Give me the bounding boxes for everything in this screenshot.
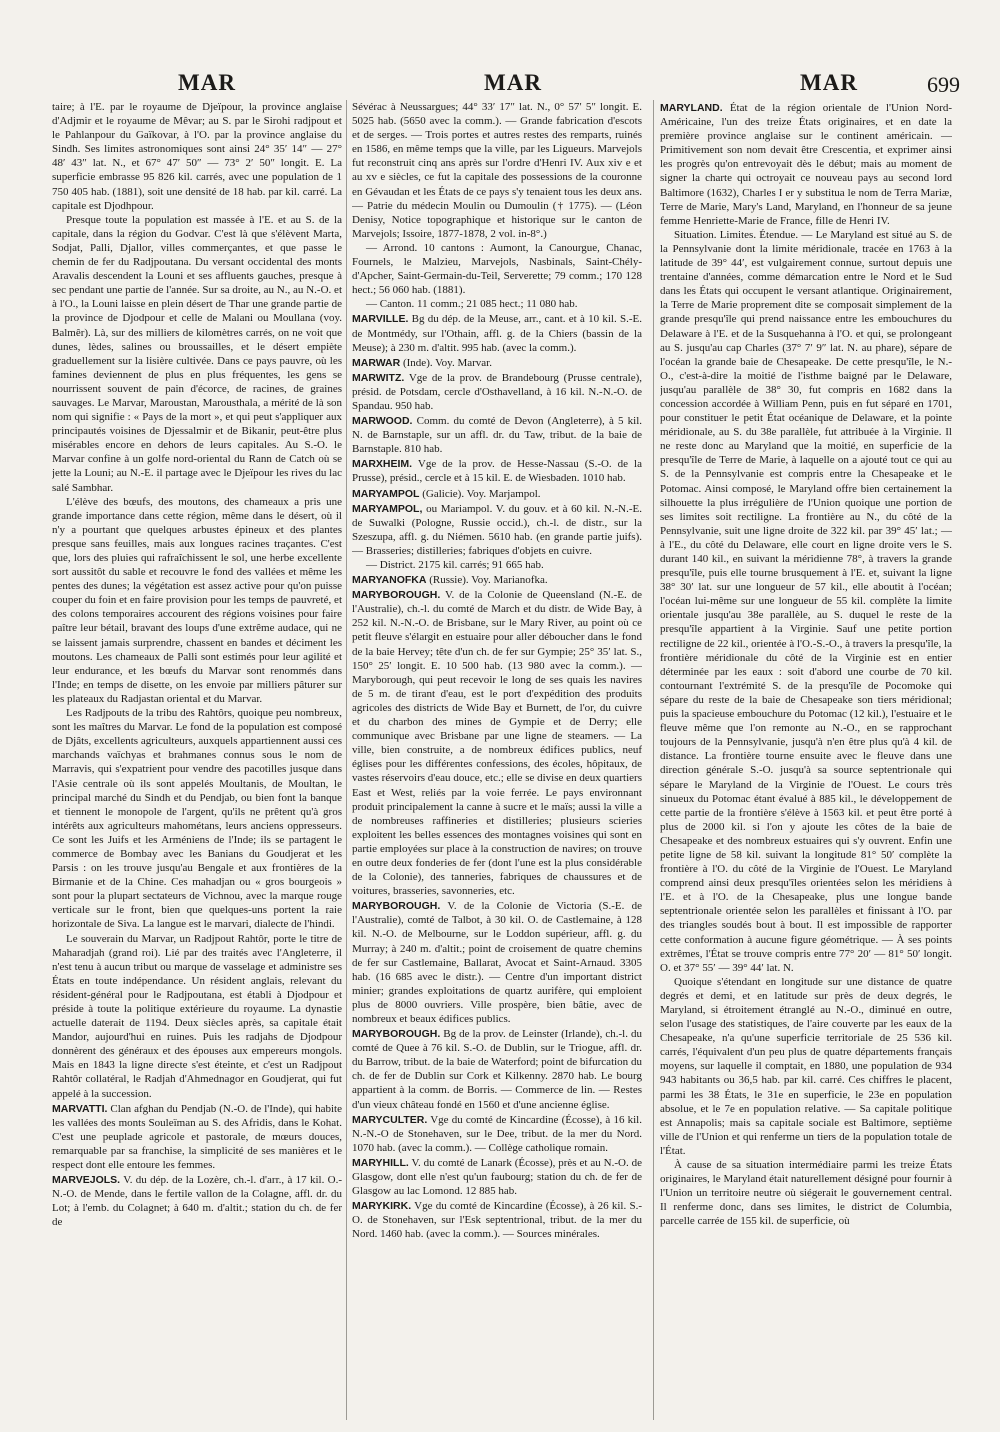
paragraph: Les Radjpouts de la tribu des Rahtôrs, quoique peu nombreux, sont les maîtres du Marvar. Le fond de la population est composé de Djâts, excellents agriculteurs, auxquels appartiennent aussi ces marchands vaïchyas et brahmanes connus sous le nom de Marravis, qui s'expatrient pour vendre des pacotilles jusque dans l'Asie centrale où ils sont appelés Moultanis, de Moultan, le principal marché du Sindh et du Pendjab, ou bien font la banque et tiennent le monopole de l'argent, qu'ils ne prêtent qu'à gros intérêts aux agriculteurs mahométans, leurs anciens oppresseurs. Ce sont les Juifs et les Arméniens de l'Inde; ils se partagent le commerce de Bombay avec les Banians du Goudjerat et les Parsis : on les trouve jusqu'au Bengale et aux frontières de la Birmanie et de la Chine. Ces mahadjan ou « gros bourgeois » sont pour la plupart sectateurs de Vichnou, avec la marque rouge verticale sur le front, bien que quelques-uns portent la raie horizontale de Siva. La langue est le marvari, dialecte de l'hindi. xyxy=(52,707,342,931)
continued-paragraph: taire; à l'E. par le royaume de Djeïpour, la province anglaise d'Adjmir et le royaume de Mêvar; au S. par le Sirohi radjpout et le Pahlanpour du Gaïkovar, à l'O. par la province anglaise du Sindh. Ses limites astronomiques sont ainsi 24° 35′ 14″ — 27° 48′ 43″ lat. N., et 67° 47′ 50″ — 73° 2′ 50″ longit. E. La superficie embrasse 95 826 kil. carrés, avec une population de 1 750 405 hab. (1881), soit une densité de 18 hab. par kil. carré. La capitale est Djodhpour. xyxy=(52,101,342,212)
entry-text: État de la région orientale de l'Union Nord-Américaine, l'un des treize États originaires, et en date la première province anglaise sur le continent américain. — Primitivement son nom devait être Crescentia, et exprimer ainsi les progrès qu'on entrevoyait dès le début; mais au moment de signer la charte qui octroyait ce nouveau pays au second lord Baltimore (1632), Charles I er y substitua le nom de Terra Mariæ, Terre de Marie, Mary's Land, Maryland, en l'honneur de sa jeune femme Henriette-Marie de France, fille de Henri IV. xyxy=(660,102,952,227)
entry-headword: MARWITZ. xyxy=(352,371,405,384)
entry-text: (Inde). Voy. Marvar. xyxy=(402,356,492,369)
dictionary-entry xyxy=(352,1156,642,1198)
column-divider xyxy=(653,100,654,1420)
dictionary-entry xyxy=(352,1027,642,1112)
dictionary-entry xyxy=(352,899,642,1026)
page-number: 699 xyxy=(927,72,960,97)
header-word-right: MAR xyxy=(800,70,858,95)
text-column-2 xyxy=(352,100,642,1420)
text-column-1 xyxy=(52,100,342,1420)
entry-text: V. du dép. de la Lozère, ch.-l. d'arr., à 17 kil. O.-N.-O. de Mende, dans le fertile vallon de la Colagne, affl. dr. du Lot; à l'emb. du Colagnet; à 640 m. d'altit.; station du ch. de fer de xyxy=(52,1174,342,1229)
header-word-left: MAR xyxy=(178,70,236,95)
entry-text: Vge de la prov. de Brandebourg (Prusse centrale), présid. de Potsdam, cercle d'Osthavelland, à 16 kil. N.-N.-O. de Spandau. 950 hab. xyxy=(352,371,642,412)
entry-text: (Russie). Voy. Marianofka. xyxy=(429,574,548,587)
entry-headword: MARYBOROUGH. xyxy=(352,900,441,913)
dictionary-entry xyxy=(352,573,642,587)
paragraph: L'élève des bœufs, des moutons, des chameaux a pris une grande importance dans cette région, même dans le désert, où il n'y a pourtant que quelques arbustes épineux et des plantes presque sans feuilles, mais aux longues racines traçantes. C'est que, lors des pluies qui rafraîchissent le sol, une herbe excellente sort aussitôt du sable et recouvre le fond des vallées et même les pentes des dunes; la végétation est assez active pour qu'on puisse couper du foin et en faire provision pour les temps de pauvreté, et des colons temporaires accourent des régions voisines pour faire paître leur bétail, bravant des loups d'une extrême audace, qui ne se laissent jamais surprendre, chassent en bandes et déciment les moutons. Les chameaux de Palli sont estimés pour leur agilité et leur endurance, et les bœufs du Marvar sont renommés dans l'Inde; en temps de disette, on les envoie par milliers pâturer sur les plateaux du Radjastan oriental et du Marvar. xyxy=(52,495,342,705)
entry-headword: MARVEJOLS. xyxy=(52,1174,121,1187)
column-divider xyxy=(346,100,347,1420)
entry-text: (Galicie). Voy. Marjampol. xyxy=(422,487,541,500)
entry-text: Comm. du comté de Devon (Angleterre), à 5 kil. N. de Barnstaple, sur un affl. dr. du Taw, tribut. de la baie de Barnstaple. 810 hab. xyxy=(352,415,642,456)
entry-text: Vge du comté de Kincardine (Écosse), à 26 kil. S.-O. de Stonehaven, sur l'Esk septentrional, tribut. de la mer du Nord. 1460 hab. (avec la comm.). — Sources minérales. xyxy=(352,1200,642,1241)
entry-text: V. de la Colonie de Queensland (N.-E. de l'Australie), ch.-l. du comté de March et du distr. de Wide Bay, à 252 kil. N.-N.-O. de Brisbane, sur le Mary River, au point où ce petit fleuve s'élargit en estuaire pour aller déboucher dans le fond de la baie Hervey; tête d'un ch. de fer sur Gympie; 25° 35′ lat. S., 150° 25′ longit. E. 10 500 hab. (13 980 avec la comm.). — Maryborough, qui peut recevoir le long de ses quais les navires de 5 m. de tirant d'eau, est le port d'expédition des produits agricoles des districts de Wide Bay et Burnett, de l'or, du cuivre et du charbon des mines de Gympie et de Derry; elle communique avec Brisbane par une ligne de steamers. — La ville, bien construite, a de nombreux édifices publics, neuf églises pour les différentes confessions, des écoles, hôpitaux, de vastes réservoirs d'eau douce, etc.; elle se divise en deux quartiers East et West, reliés par la voie ferrée. Le pays environnant produit principalement la canne à sucre et le maïs; aussi la ville a de nombreuses raffineries et distilleries; plusieurs scieries exploitent les belles essences des montagnes voisines qui sont en partie employées sur place à la construction de navires; on trouve en outre deux fonderies de fer (dont l'une est la plus considérable de la Colonie), des tanneries, fabriques de chaussures et de voitures, brasseries, savonneries, etc. xyxy=(352,589,642,898)
entry-text: V. de la Colonie de Victoria (S.-E. de l'Australie), comté de Talbot, à 30 kil. O. de Castlemaine, à 128 kil. N.-O. de Melbourne, sur le Loddon supérieur, affl. g. du Murray; à 240 m. d'altit.; point de croisement de quatre chemins de fer sur Castlemaine, Ballarat, Avocat et Saint-Arnaud. 3305 hab. (16 685 avec le distr.). — Centre d'un important district minier; grandes exploitations de quartz aurifère, qui emploient plus de 8000 ouvriers. Ville prospère, bien bâtie, avec de nombreux et beaux édifices publics. xyxy=(352,900,642,1025)
entry-headword: MARYANOFKA xyxy=(352,574,427,587)
paragraph: Situation. Limites. Étendue. — Le Maryland est situé au S. de la Pennsylvanie dont la limite méridionale, tracée en 1763 à la latitude de 39° 44′, est vulgairement connue, surtout depuis une trentaine d'années, comme démarcation entre le Nord et le Sud dans les États qui occupent le versant atlantique. Originairement, la Terre de Marie proprement dite se composait simplement de la grande presqu'île qui prend naissance entre les embouchures du Delaware à l'E. et de la Susquehanna à l'O. et qui, se prolongeant au S. jusqu'au cap Charles (37° 7′ 9″ lat. N. au phare), sépare de l'océan la grande baie de Chesapeake. De cette presqu'île, le N.-O., c'est-à-dire la moitié de l'isthme baigné par le Delaware, jusqu'au parallèle de 38° 30, fut compris en 1682 dans la concession accordée à William Penn, puis en fut séparé en 1701, pour constituer le petit État océanique de Delaware, et la pointe méridionale, au S. du 38e parallèle, fut attribuée à la Virginie. Il ne reste donc au Maryland que la moitié, en superficie de la presqu'île de Terre de Marie, à laquelle on a ajouté tout ce qui au S. de la Pennsylvanie est compris entre la Chesapeake et le Potomac. Ainsi composé, le Maryland offre bien certainement la silhouette la plus irrégulière de l'Union quoique une portion de ses limites soit rectiligne. La frontière au N., du côté de la Pennsylvanie, suit une ligne droite de 322 kil. par 39° 45′ lat.; — à l'E., du côté du Delaware, elle court en ligne droite vers le S. durant 140 kil., en suivant la méridienne 78°, à travers la grande presqu'île, puis elle tourne brusquement à l'E. et, suivant la ligne 38° 30′ lat. sur une longueur de 57 kil., elle aboutit à l'océan; l'océan lui-même sur une longueur de 55 kil. complète la limite orientale jusqu'au 38e parallèle, au S. duquel le reste de la presqu'île appartient à la Virginie. Sauf une petite portion rectiligne de 22 kil., orientée à l'O.-S.-O., à travers la presqu'île, la frontière méridionale du côté de la Virginie est en entier déterminée par les eaux : soit d'abord une courbe de 70 kil. contournant l'extrémité S. de la presqu'île de Pocomoke qui sépare du reste de la baie de Chesapeake son tiers méridional; puis la spacieuse embouchure du Potomac (12 kil.), l'estuaire et le fleuve même que l'on remonte au N.-O., en se rapprochant toujours de la Pennsylvanie, jusqu'à n'en être plus qu'à 4 kil. de distance. La frontière tourne ensuite avec le fleuve dans une direction générale S.-O. jusqu'à sa source septentrionale qui sépare le Maryland de la Virginie de l'Ouest. Le cours très sinueux du Potomac étant évalué à 885 kil., le développement de cette partie de la frontière s'élève à 1563 kil. et peut être porté à plus de 2000 kil. si l'on y ajoute les côtes de la baie de Chesapeake et des nombreux estuaires qui s'y ouvrent. Enfin une petite ligne de 58 kil. suivant la longitude 81° 50′ complète la frontière à l'O. du côté de la Virginie de l'Ouest. Le Maryland comprend ainsi deux presqu'îles orientées selon les méridiens à l'E. et à l'O. de la Chesapeake, plus une longue bande septentrionale orientée selon les parallèles et finissant à l'O. par des triangles soudés bout à bout. Il est impossible de rapporter cette conformation à aucune figure géométrique. — À ses points extrêmes, l'État se trouve compris entre 77° 20′ — 81° 50′ longit. O. et 37° 55′ — 39° 44′ lat. N. xyxy=(660,228,952,974)
entry-headword: MARYKIRK. xyxy=(352,1200,412,1213)
dictionary-entry xyxy=(352,502,642,558)
entry-headword: MARWAR xyxy=(352,356,401,369)
continued-paragraph: Sévérac à Neussargues; 44° 33′ 17″ lat. N., 0° 57′ 5″ longit. E. 5025 hab. (5650 avec la comm.). — Grande fabrication d'escots et de serges. — Trois portes et autres restes des remparts, ruinés en 1586, en même temps que la ville, par les Ligueurs. Marvejols fut reconstruit cinq ans après sur l'ordre d'Henri IV. Aux xiv e et au xv e siècles, ce fut la capitale des possessions de la couronne en Gévaudan et les États de ce pays s'y tenaient tous les deux ans. — Patrie du médecin Moulin ou Dumoulin († 1775). — (Léon Denisy, Notice topographique et historique sur le canton de Marvejols; Issoire, 1877-1878, 2 vol. in-8°.) xyxy=(352,101,642,240)
paragraph: Presque toute la population est massée à l'E. et au S. de la capitale, dans la région du Godvar. C'est là que s'élèvent Marta, Sodjat, Palli, Djallor, villes commerçantes, et que passe le chemin de fer du Radjpoutana. Du versant occidental des monts Aravalis descendent la Louni et ses affluents gauches, presque à sec pendant une partie de l'année. Sur sa droite, au N., au N.-O. et à l'O., la Louni laisse en plein désert de Thar une grande partie de la province de Djodpour et celle de Malani ou Moullana (voy. Balmêr). Là, sur des milliers de kilomètres carrés, on ne voit que dunes, lèdes, salines ou broussailles, et le désert empiète graduellement sur la lisière cultivée. Dans ce pays pauvre, où les famines deviennent de plus en plus fréquentes, les gens se nourrissent souvent de pain d'écorce, de racines, de graines sauvages. Le Marvar, Maroustan, Marousthala, a mérité de là son nom qui signifie : « Pays de la mort », et qui peut s'appliquer aux principautés voisines de Djessalmir et de Bikanir, peut-être plus misérables encore en dehors de leurs capitales. Au S.-O. le Marvar confine à un golfe nord-oriental du Rann de Catch où se jette la Louni; au N.-E. il partage avec le Djeïpour les rives du lac salé Sambhar. xyxy=(52,213,342,494)
paragraph: — District. 2175 kil. carrés; 91 665 hab. xyxy=(366,559,544,571)
entry-text: Bg du dép. de la Meuse, arr., cant. et à 10 kil. S.-E. de Montmédy, sur l'Othain, affl. g. de la Chiers (bassin de la Meuse); à 230 m. d'altit. 995 hab. (avec la comm.). xyxy=(352,313,642,354)
dictionary-entry xyxy=(352,457,642,485)
paragraph: À cause de sa situation intermédiaire parmi les treize États originaires, le Maryland était naturellement désigné pour fournir à l'Union un territoire neutre où siégerait le gouvernement central. Il renferme donc, dans ses limites, le district de Columbia, parcelle carrée de 155 kil. de superficie, où xyxy=(660,1159,952,1228)
dictionary-entry xyxy=(352,371,642,413)
paragraph: — Canton. 11 comm.; 21 085 hect.; 11 080 hab. xyxy=(366,298,578,311)
dictionary-entry xyxy=(660,101,952,228)
dictionary-entry xyxy=(352,588,642,898)
dictionary-entry xyxy=(352,1113,642,1155)
header-word-center: MAR xyxy=(484,70,542,95)
dictionary-entry xyxy=(352,312,642,354)
entry-headword: MARYBOROUGH. xyxy=(352,1028,441,1041)
dictionary-entry xyxy=(352,1199,642,1241)
entry-text: Vge du comté de Kincardine (Écosse), à 16 kil. N.-N.-O de Stonehaven, sur le Dee, tribut. de la mer du Nord. 1070 hab. (avec la comm.). — Collège catholique romain. xyxy=(352,1113,642,1154)
entry-headword: MARYLAND. xyxy=(660,102,723,114)
paragraph: Quoique s'étendant en longitude sur une distance de quatre degrés et demi, et en latitude sur près de deux degrés, le Maryland, si étroitement étranglé au N.-O., diminué en outre, selon l'usage des statistiques, de l'aire couverte par les eaux de la Chesapeake, n'a qu'une superficie territoriale de 25 536 kil. carrés, l'équivalent d'un peu plus de quatre départements français moyens, sur laquelle il comptait, en 1880, une population de 934 943 habitants ou 36,5 hab. par kil. carré. Ces chiffres le placent, parmi les 38 États, le 31e en superficie, le 23e en population absolue, et le 7e en population relative. — Sa capitale politique est Annapolis; mais sa capitale sociale est Baltimore, septième ville de l'Union et qui renferme un tiers de la population totale de l'État. xyxy=(660,975,952,1157)
entry-headword: MARVATTI. xyxy=(52,1102,108,1115)
dictionary-entry xyxy=(52,1102,342,1172)
dictionary-entry xyxy=(52,1173,342,1229)
entry-text: Vge de la prov. de Hesse-Nassau (S.-O. de la Prusse), présid., cercle et à 15 kil. E. de Wiesbaden. 1010 hab. xyxy=(352,458,642,485)
entry-headword: MARVILLE. xyxy=(352,313,409,326)
entry-headword: MARYAMPOL xyxy=(352,487,420,500)
paragraph: — Arrond. 10 cantons : Aumont, la Canourgue, Chanac, Fournels, le Malzieu, Marvejols, Nasbinals, Saint-Chély-d'Apcher, Saint-Germain-du-Teil, Serverette; 79 comm.; 170 128 hect.; 56 060 hab. (1881). xyxy=(352,241,642,297)
entry-headword: MARWOOD. xyxy=(352,415,413,428)
paragraph: Le souverain du Marvar, un Radjpout Rahtôr, porte le titre de Maharadjah (grand roi). Lié par des traités avec l'Angleterre, il n'est tenu à aucun tribut ou marque de vasselage et administre ses États en toute indépendance. Un résident anglais, relevant du résident-général pour le Radjpoutana, est établi à Djodpour et préside à toute la politique extérieure du royaume. La dynastie actuelle daterait de 1194. Deux siècles après, sa capitale était Mandor, aujourd'hui en ruines. Puis les radjahs de Djodpour donnèrent des généraux et des épouses aux empereurs mongols. Mais en 1843 la ligne directe s'est éteinte, et c'est un Radjpout Rahtôr collatéral, le Radjah d'Ahmednagor en Goudjerat, qui fut appelé à la succession. xyxy=(52,932,342,1100)
dictionary-entry xyxy=(352,414,642,456)
text-column-3 xyxy=(660,100,952,1420)
entry-text: ou Mariampol. V. du gouv. et à 60 kil. N.-N.-E. de Suwalki (Pologne, Russie occid.), ch.-l. de distr., sur la Szeszupa, affl. g. du Niémen. 5610 hab. (en grande partie juifs). — Brasseries; distilleries; fabriques d'objets en cuivre. xyxy=(352,502,642,557)
entry-headword: MARYAMPOL, xyxy=(352,502,423,515)
entry-text: V. du comté de Lanark (Écosse), près et au N.-O. de Glasgow, dont elle n'est qu'un faubourg; station du ch. de fer de Glasgow au lac Lomond. 12 885 hab. xyxy=(352,1156,642,1198)
entry-headword: MARYHILL. xyxy=(352,1156,409,1169)
entry-text: Clan afghan du Pendjab (N.-O. de l'Inde), qui habite les vallées des monts Souleïman au S. des Afridis, dans le Kohat. C'est une peuplade agricole et pastorale, de mœurs douces, remarquable par sa franchise, la simplicité de ses manières et le respect dont elle entoure les femmes. xyxy=(52,1102,342,1172)
entry-headword: MARYCULTER. xyxy=(352,1113,428,1126)
dictionary-entry xyxy=(352,356,642,370)
entry-headword: MARYBOROUGH. xyxy=(352,589,441,602)
dictionary-entry xyxy=(352,487,642,501)
entry-headword: MARXHEIM. xyxy=(352,458,413,471)
entry-text: Bg de la prov. de Leinster (Irlande), ch.-l. du comté de Quee à 76 kil. S.-O. de Dublin, sur le Triogue, affl. dr. du Barrow, tribut. de la baie de Waterford; point de bifurcation du ch. de fer de Dublin sur Cork et Kilkenny. 2870 hab. Le bourg appartient à la comm. de Borris. — Commerce de lin. — Restes d'un vieux château fondé en 1560 et d'une ancienne église. xyxy=(352,1028,642,1111)
